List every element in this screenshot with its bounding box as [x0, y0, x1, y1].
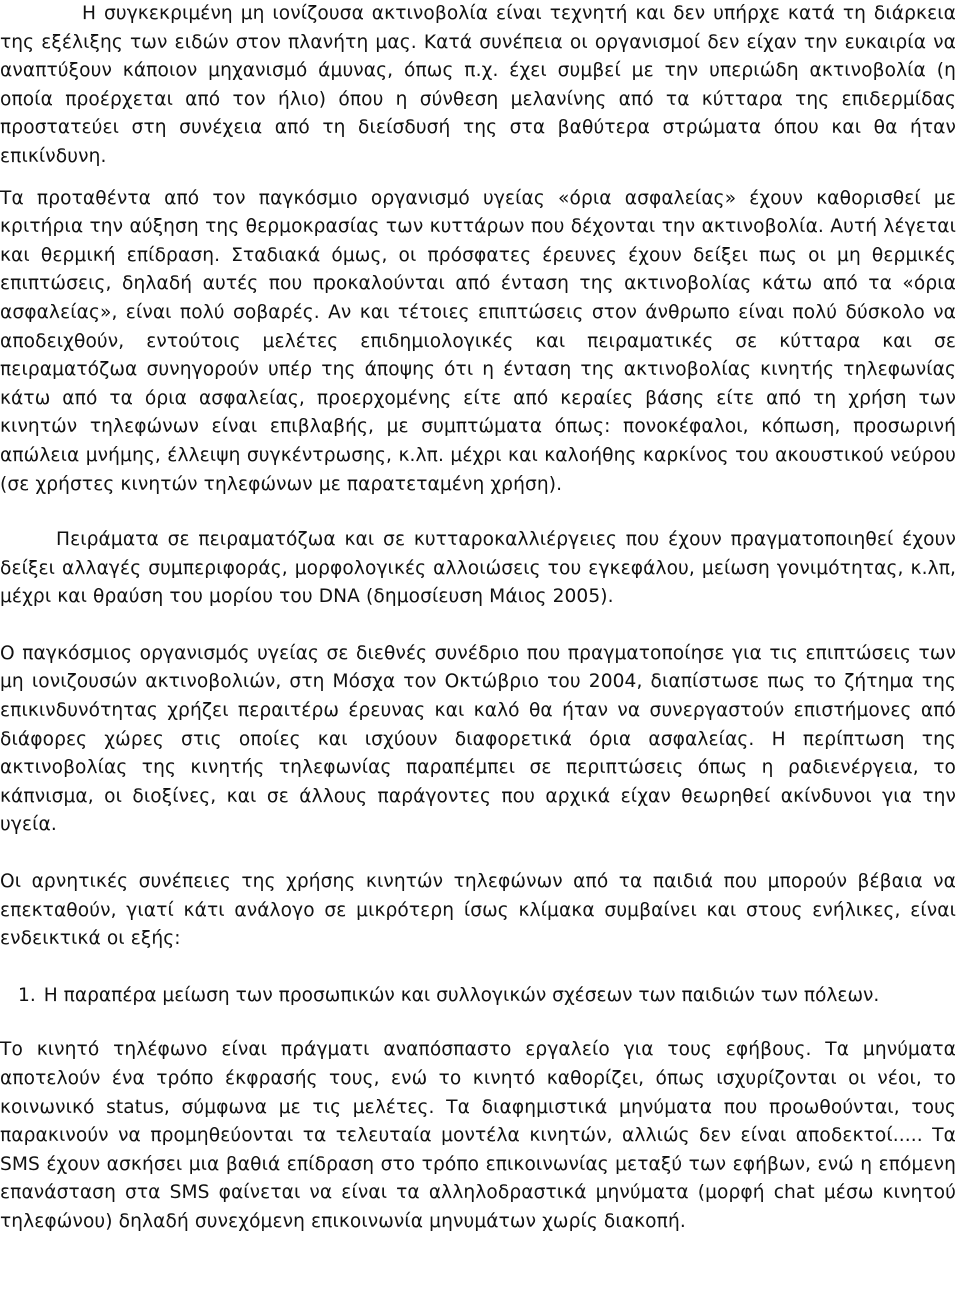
paragraph-animal-experiments: Πειράματα σε πειραματόζωα και σε κυτταροκαλλιέργειες που έχουν πραγματοποιηθεί έχουν δείξει αλλαγές συμπεριφοράς, μορφολογικές αλλοιώσεις του εγκεφάλου, μείωση γονιμότητας, κ.λπ, μέχρι και θραύση του μορίου του DNA (δημοσίευση Μάιος 2005).	[0, 529, 956, 608]
list-item-text: Η παραπέρα μείωση των προσωπικών και συλλογικών σχέσεων των παιδιών των πόλεων.	[43, 984, 880, 1006]
paragraph-nonionizing-radiation: Η συγκεκριμένη μη ιονίζουσα ακτινοβολία είναι τεχνητή και δεν υπήρχε κατά τη διάρκεια της εξέλιξης των ειδών στον πλανήτη μας. Κατά συνέπεια οι οργανισμοί δεν είχαν την ευκαιρία να αναπτύξουν κάποιον μηχανισμό άμυνας, όπως π.χ. έχει συμβεί με την υπεριώδη ακτινοβολία (η οποία προέρχεται από τον ήλιο) όπου η σύνθεση μελανίνης από τα κύτταρα της επιδερμίδας προστατεύει στη συνέχεια από τη διείσδυσή της στα βαθύτερα στρώματα όπου και θα ήταν επικίνδυνη.	[0, 3, 956, 167]
paragraph-negative-effects-intro: Οι αρνητικές συνέπειες της χρήσης κινητών τηλεφώνων από τα παιδιά που μπορούν βέβαια να επεκταθούν, γιατί κάτι ανάλογο σε μικρότερη ίσως κλίμακα συμβαίνει και στους ενήλικες, είναι ενδεικτικά οι εξής:	[0, 871, 956, 950]
effects-list	[0, 982, 956, 1011]
paragraph-who-conference: Ο παγκόσμιος οργανισμός υγείας σε διεθνές συνέδριο που πραγματοποίησε για τις επιπτώσεις των μη ιονιζουσών ακτινοβολιών, στη Μόσχα τον Οκτώβριο του 2004, διαπίστωσε πως το ζήτημα της επικινδυνότητας χρήζει περαιτέρω έρευνας και καλό θα ήταν να συνεργαστούν επιστήμονες από διάφορες χώρες στις οποίες και ισχύουν διαφορετικά όρια ασφαλείας. Η περίπτωση της ακτινοβολίας της κινητής τηλεφωνίας παραπέμπει σε περιπτώσεις όπως η ραδιενέργεια, το κάπνισμα, οι διοξίνες, και σε άλλους παράγοντες που αρχικά είχαν θεωρηθεί ακίνδυνοι για την υγεία.	[0, 642, 956, 836]
paragraph-mobile-teens: Το κινητό τηλέφωνο είναι πράγματι αναπόσπαστο εργαλείο για τους εφήβους. Τα μηνύματα αποτελούν ένα τρόπο έκφρασής τους, ενώ το κινητό καθορίζει, όπως ισχυρίζονται οι νέοι, το κοινωνικό status, σύμφωνα με τις μελέτες. Τα διαφημιστικά μηνύματα που προωθούνται, τους παρακινούν να προμηθεύονται τα τελευταία μοντέλα κινητών, αλλιώς δεν είναι αποδεκτοί..... Τα SMS έχουν ασκήσει μια βαθιά επίδραση στο τρόπο επικοινωνίας μεταξύ των εφήβων, ενώ η επόμενη επανάσταση στα SMS φαίνεται να είναι τα αλληλοδραστικά μηνύματα (μορφή chat μέσω κινητού τηλεφώνου) δηλαδή συνεχόμενη επικοινωνία μηνυμάτων χωρίς διακοπή.	[0, 1039, 956, 1232]
paragraph-safety-limits: Τα προταθέντα από τον παγκόσμιο οργανισμό υγείας «όρια ασφαλείας» έχουν καθορισθεί με κριτήρια την αύξηση της θερμοκρασίας των κυττάρων που δέχονται την ακτινοβολία. Αυτή λέγεται και θερμική επίδραση. Σταδιακά όμως, οι πρόσφατες έρευνες έχουν δείξει πως οι μη θερμικές επιπτώσεις, δηλαδή αυτές που προκαλούνται από ένταση της ακτινοβολίας κάτω από τα «όρια ασφαλείας», είναι πολύ σοβαρές. Αν και τέτοιες επιπτώσεις στον άνθρωπο είναι πολύ δύσκολο να αποδειχθούν, εντούτοις μελέτες επιδημιολογικές και πειραματικές σε κύτταρα και σε πειραματόζωα συνηγορούν υπέρ της άποψης ότι η ένταση της ακτινοβολίας κινητής τηλεφωνίας κάτω από τα όρια ασφαλείας, προερχομένης είτε από κεραίες βάσης είτε από τη χρήση των κινητών τηλεφώνων είναι επιβλαβής, με συμπτώματα όπως: πονοκέφαλοι, κόπωση, προσωρινή απώλεια μνήμης, έλλειψη συγκέντρωσης, κ.λπ. μέχρι και καλοήθης καρκίνος του ακουστικού νεύρου (σε χρήστες κινητών τηλεφώνων με παρατεταμένη χρήση).	[0, 187, 956, 495]
list-item	[0, 982, 956, 1011]
list-item-number: 1.	[18, 984, 36, 1006]
